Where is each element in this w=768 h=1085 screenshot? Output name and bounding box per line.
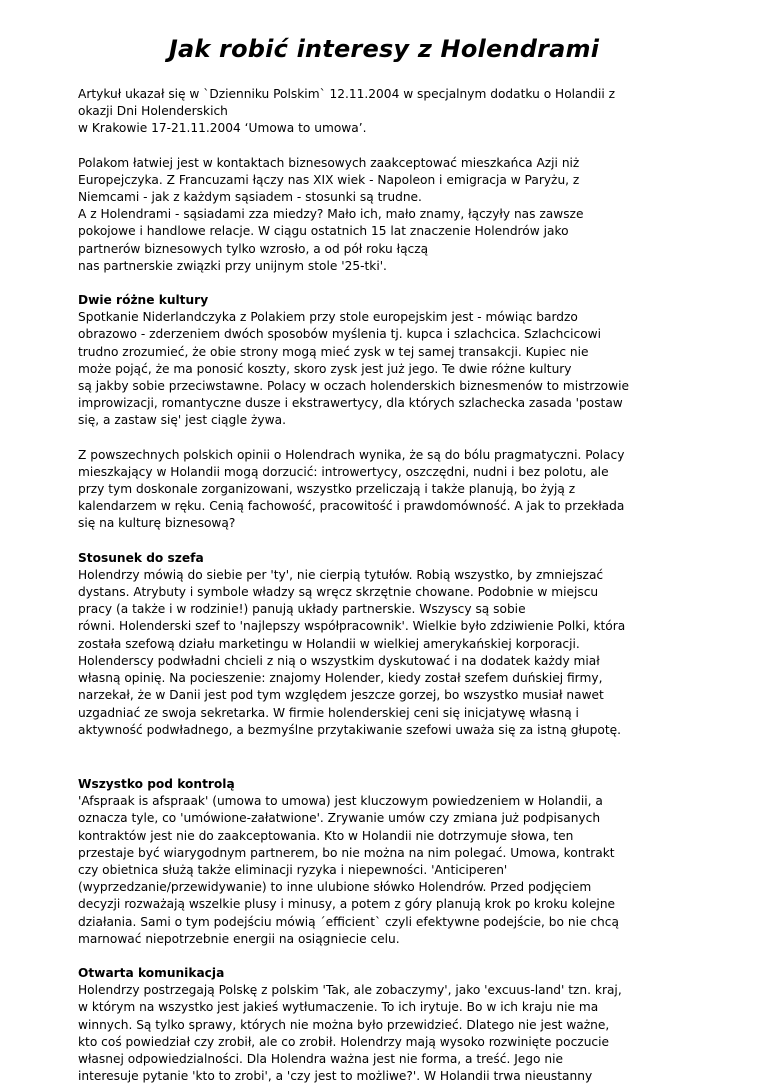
document-page (78, 28, 690, 1085)
paragraph-line: aktywność podwładnego, a bezmyślne przytakiwanie szefowi uważa się za istną głupotę. (78, 722, 621, 737)
document-title: Jak robić interesy z Holendrami (168, 35, 600, 63)
paragraph-line: została szefową działu marketingu w Holandii w wielkiej amerykańskiej korporacji. (78, 636, 580, 651)
paragraph-line: własnej odpowiedzialności. Dla Holendra ważna jest nie forma, a treść. Jego nie (78, 1051, 563, 1066)
intro-line: Artykuł ukazał się w `Dzienniku Polskim` 12.11.2004 w specjalnym dodatku o Holandii z (78, 87, 616, 101)
intro-paragraph (78, 86, 690, 138)
paragraph-line: trudno zrozumieć, że obie strony mogą mieć zysk w tej samej transakcji. Kupiec nie (78, 344, 589, 359)
paragraph-line: własną opinię. Na pocieszenie: znajomy Holender, kiedy został szefem duńskiej firmy, (78, 671, 603, 686)
paragraph-line: obrazowo - zderzeniem dwóch sposobów myślenia tj. kupca i szlachcica. Szlachcicowi (78, 327, 602, 342)
lead-paragraph (78, 155, 690, 275)
section-control (78, 776, 690, 948)
paragraph-line: 'Afspraak is afspraak' (umowa to umowa) jest kluczowym powiedzeniem w Holandii, a (78, 794, 603, 809)
paragraph-line: przy tym doskonale zorganizowani, wszystko przeliczają i także planują, bo żyją z (78, 482, 576, 497)
paragraph-line: dystans. Atrybuty i symbole władzy są wręcz skrzętnie chowane. Podobnie w miejscu (78, 585, 599, 600)
section-heading: Dwie różne kultury (78, 293, 209, 308)
paragraph-line: oznacza tyle, co 'umówione-załatwione'. Zrywanie umów czy zmiana już podpisanych (78, 811, 601, 826)
paragraph-line: marnować niepotrzebnie energii na osiągniecie celu. (78, 931, 400, 946)
section-boss (78, 550, 690, 739)
paragraph-line: się na kulturę biznesową? (78, 516, 236, 531)
paragraph-line: winnych. Są tylko sprawy, których nie można było przewidzieć. Dlatego nie jest ważne, (78, 1017, 610, 1032)
lead-line: nas partnerskie związki przy unijnym stole '25-tki'. (78, 258, 387, 273)
intro-line: w Krakowie 17-21.11.2004 ‘Umowa to umowa’. (78, 121, 367, 136)
lead-line: partnerów biznesowych tylko wzrosło, a od pół roku łączą (78, 241, 429, 256)
paragraph-line: Spotkanie Niderlandczyka z Polakiem przy stole europejskim jest - mówiąc bardzo (78, 310, 578, 325)
paragraph-line: działania. Sami o tym podejściu mówią ´efficient` czyli efektywne podejście, bo nie chcą (78, 914, 619, 929)
paragraph-line: Z powszechnych polskich opinii o Holendrach wynika, że są do bólu pragmatyczni. Polacy (78, 447, 625, 462)
paragraph-line: w którym na wszystko jest jakieś wytłumaczenie. To ich irytuje. Bo w ich kraju nie ma (78, 1000, 599, 1015)
lead-line: Niemcami - jak z każdym sąsiadem - stosunki są trudne. (78, 190, 422, 205)
section-heading: Otwarta komunikacja (78, 965, 225, 980)
intro-line: okazji Dni Holenderskich (78, 104, 228, 119)
paragraph-line: mieszkający w Holandii mogą dorzucić: introwertycy, oszczędni, nudni i bez polotu, ale (78, 464, 609, 479)
paragraph-line: może pojąć, że ma ponosić koszty, skoro zysk jest już jego. Te dwie różne kultury (78, 361, 572, 376)
paragraph-line: (wyprzedzanie/przewidywanie) to inne ulubione słówko Holendrów. Przed podjęciem (78, 880, 592, 895)
section-heading: Wszystko pod kontrolą (78, 776, 235, 791)
paragraph-line: kalendarzem w ręku. Cenią fachowość, pracowitość i prawdomówność. A jak to przekłada (78, 499, 625, 514)
section-communication (78, 965, 690, 1085)
paragraph-line: narzekał, że w Danii jest pod tym względem jeszcze gorzej, bo wszystko musiał nawet (78, 688, 604, 703)
section-cultures (78, 292, 690, 430)
paragraph-line: decyzji rozważają wszelkie plusy i minusy, a potem z góry planują krok po kroku kolejne (78, 897, 616, 912)
lead-line: pokojowe i handlowe relacje. W ciągu ostatnich 15 lat znaczenie Holendrów jako (78, 224, 569, 239)
paragraph-line: równi. Holenderski szef to 'najlepszy współpracownik'. Wielkie było zdziwienie Polki, która (78, 619, 626, 634)
paragraph-line: improwizacji, romantyczne dusze i ekstrawertycy, dla których szlachecka zasada 'postaw (78, 396, 623, 411)
lead-line: Europejczyka. Z Francuzami łączy nas XIX wiek - Napoleon i emigracja w Paryżu, z (78, 172, 580, 187)
paragraph-line: pracy (a także i w rodzinie!) panują układy partnerskie. Wszyscy są sobie (78, 602, 526, 617)
section-opinions (78, 447, 690, 533)
paragraph-line: przestaje być wiarygodnym partnerem, bo nie można na nim polegać. Umowa, kontrakt (78, 845, 615, 860)
paragraph-line: Holenderscy podwładni chcieli z nią o wszystkim dyskutować i na dodatek każdy miał (78, 653, 600, 668)
section-heading: Stosunek do szefa (78, 550, 204, 565)
paragraph-line: Holendrzy mówią do siebie per 'ty', nie cierpią tytułów. Robią wszystko, by zmniejszać (78, 567, 604, 582)
lead-line: A z Holendrami - sąsiadami zza miedzy? Mało ich, mało znamy, łączyły nas zawsze (78, 207, 584, 222)
lead-line: Polakom łatwiej jest w kontaktach biznesowych zaakceptować mieszkańca Azji niż (78, 155, 580, 170)
paragraph-line: kontraktów jest nie do zaakceptowania. Kto w Holandii nie dotrzymuje słowa, ten (78, 828, 574, 843)
paragraph-line: uzgadniać ze swoja sekretarka. W firmie holenderskiej ceni się inicjatywę własną i (78, 705, 579, 720)
paragraph-line: interesuje pytanie 'kto to zrobi', a 'czy jest to możliwe?'. W Holandii trwa nieustanny (78, 1069, 593, 1084)
paragraph-line: czy obietnica służą także eliminacji ryzyka i niepewności. 'Anticiperen' (78, 862, 508, 877)
paragraph-line: Holendrzy postrzegają Polskę z polskim 'Tak, ale zobaczymy', jako 'excuus-land' tzn. kraj, (78, 983, 622, 998)
paragraph-line: kto coś powiedział czy zrobił, ale co zrobił. Holendrzy mają wysoko rozwinięte poczucie (78, 1034, 609, 1049)
paragraph-line: się, a zastaw się' jest ciągle żywa. (78, 413, 286, 428)
paragraph-line: są jakby sobie przeciwstawne. Polacy w oczach holenderskich biznesmenów to mistrzowie (78, 379, 629, 394)
